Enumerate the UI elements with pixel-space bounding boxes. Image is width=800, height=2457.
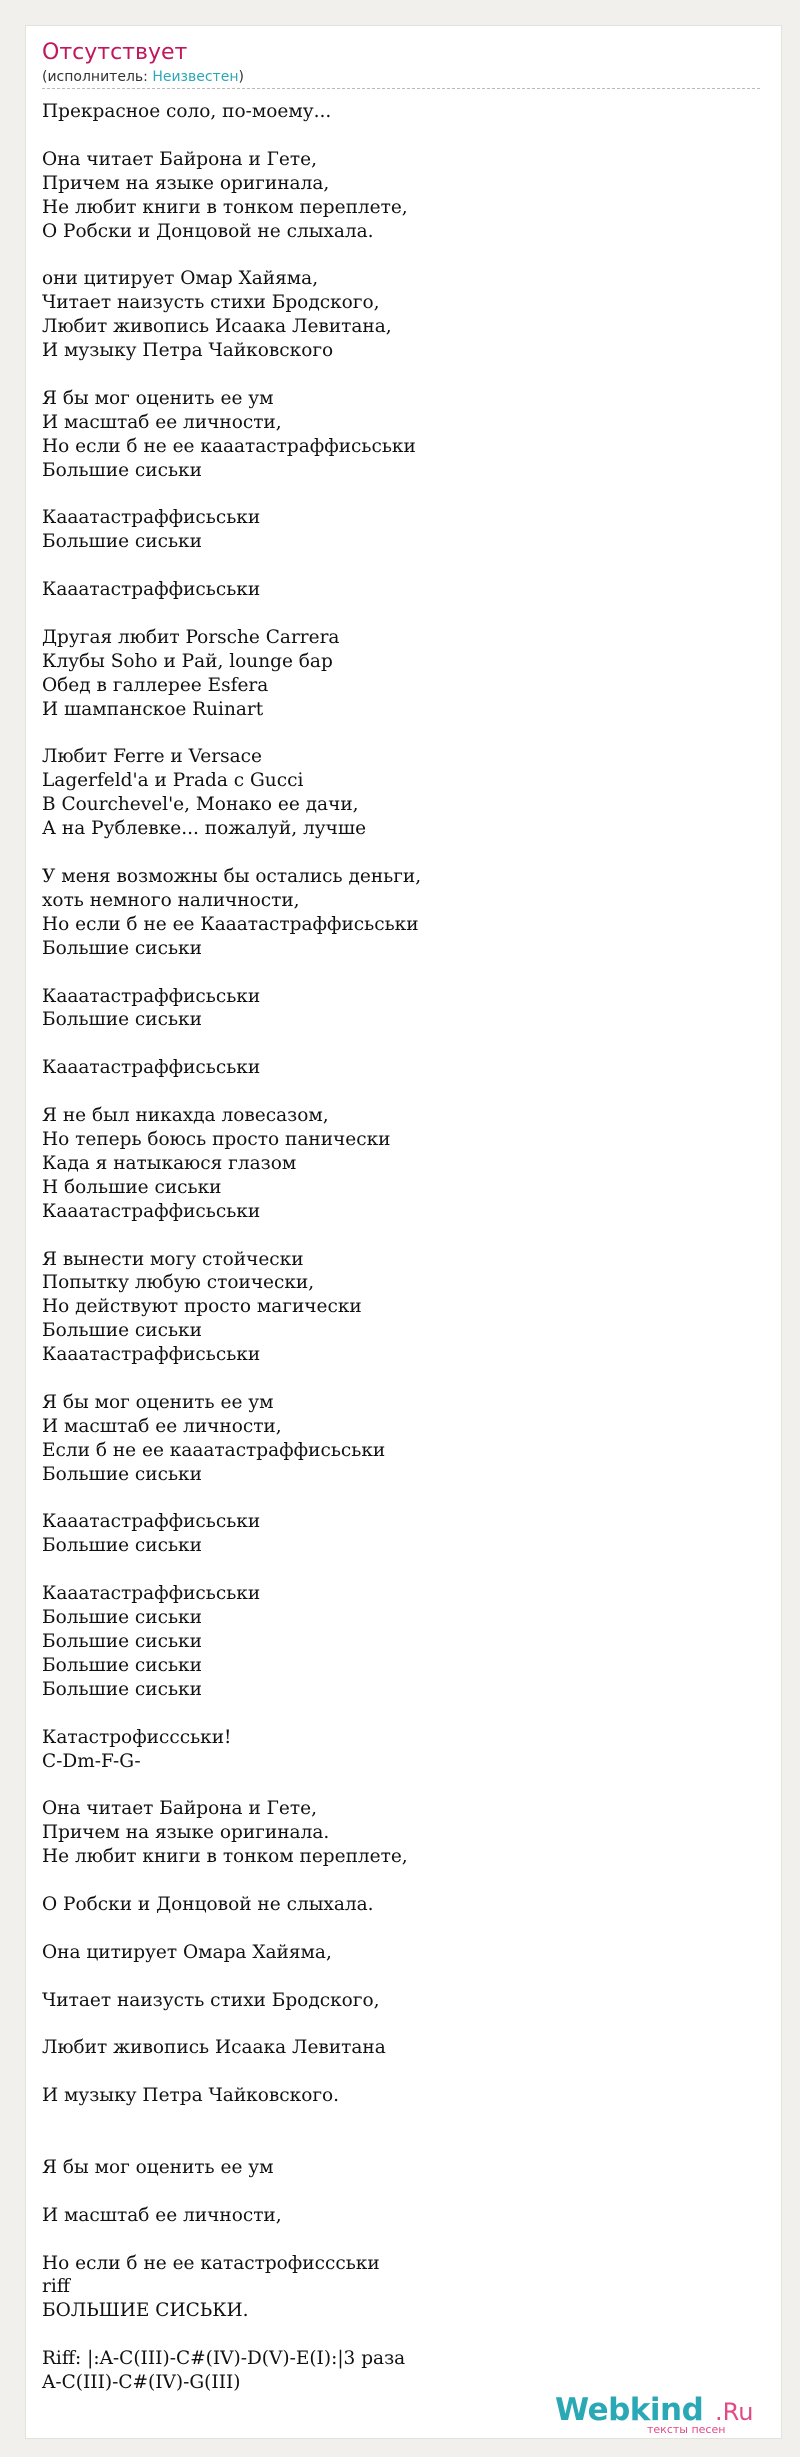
performer-link[interactable]: Неизвестен: [152, 69, 239, 85]
webkind-logo[interactable]: [555, 2392, 755, 2436]
lyrics-text: Прекрасное соло, по-моему... Она читает Байрона и Гете, Причем на языке оригинала, Не любит книги в тонком переплете, О Робски и Донцовой не слыхала. они цитирует Омар Хайяма, Читает наизусть стихи Бродского, Любит живопись Исаака Левитана, И музыку Петра Чайковского Я бы мог оценить ее ум И масштаб ее личности, Но если б не ее кааатастраффисьськи Большие сиськи Кааатастраффисьськи Большие сиськи Кааатастраффисьськи Другая любит Porsche Carrera Клубы Soho и Рай, lounge бар Обед в галлерее Esfera И шампанское Ruinart Любит Ferre и Versace Lagerfeld'a и Prada с Gucci В Courchevel'e, Монако ее дачи, А на Рублевке... пожалуй, лучше У меня возможны бы остались деньги, хоть немного наличности, Но если б не ее Кааатастраффисьськи Большие сиськи Кааатастраффисьськи Большие сиськи Кааатастраффисьськи Я не был никахда ловесазом, Но теперь боюсь просто панически Када я натыкаюся глазом Н большие сиськи Кааатастраффисьськи Я вынести могу стойчески Попытку любую стоически, Но действуют просто магически Большие сиськи Кааатастраффисьськи Я бы мог оценить ее ум И масштаб ее личности, Если б не ее кааатастраффисьськи Большие сиськи Кааатастраффисьськи Большие сиськи Кааатастраффисьськи Большие сиськи Большие сиськи Большие сиськи Большие сиськи Катастрофиссськи! C-Dm-F-G- Она читает Байрона и Гете, Причем на языке оригинала. Не любит книги в тонком переплете, О Робски и Донцовой не слыхала. Она цитирует Омара Хайяма, Читает наизусть стихи Бродского, Любит живопись Исаака Левитана И музыку Петра Чайковского. Я бы мог оценить ее ум И масштаб ее личности, Но если б не ее катастрофиссськи riff БОЛЬШИЕ СИСЬКИ. Riff: |:A-C(III)-C#(IV)-D(V)-E(I):|3 раза A-C(III)-C#(IV)-G(III): [42, 101, 422, 2394]
logo-tagline: тексты песен: [647, 2423, 726, 2436]
song-title: Отсутствует: [42, 40, 188, 65]
lyrics-card: [26, 26, 781, 2438]
performer-suffix: ): [238, 69, 244, 85]
logo-tld: .Ru: [715, 2398, 754, 2426]
performer-line: [42, 68, 244, 86]
performer-prefix: (исполнитель:: [42, 69, 153, 85]
title-divider: [42, 88, 760, 89]
logo-name: Webkind: [555, 2392, 704, 2428]
